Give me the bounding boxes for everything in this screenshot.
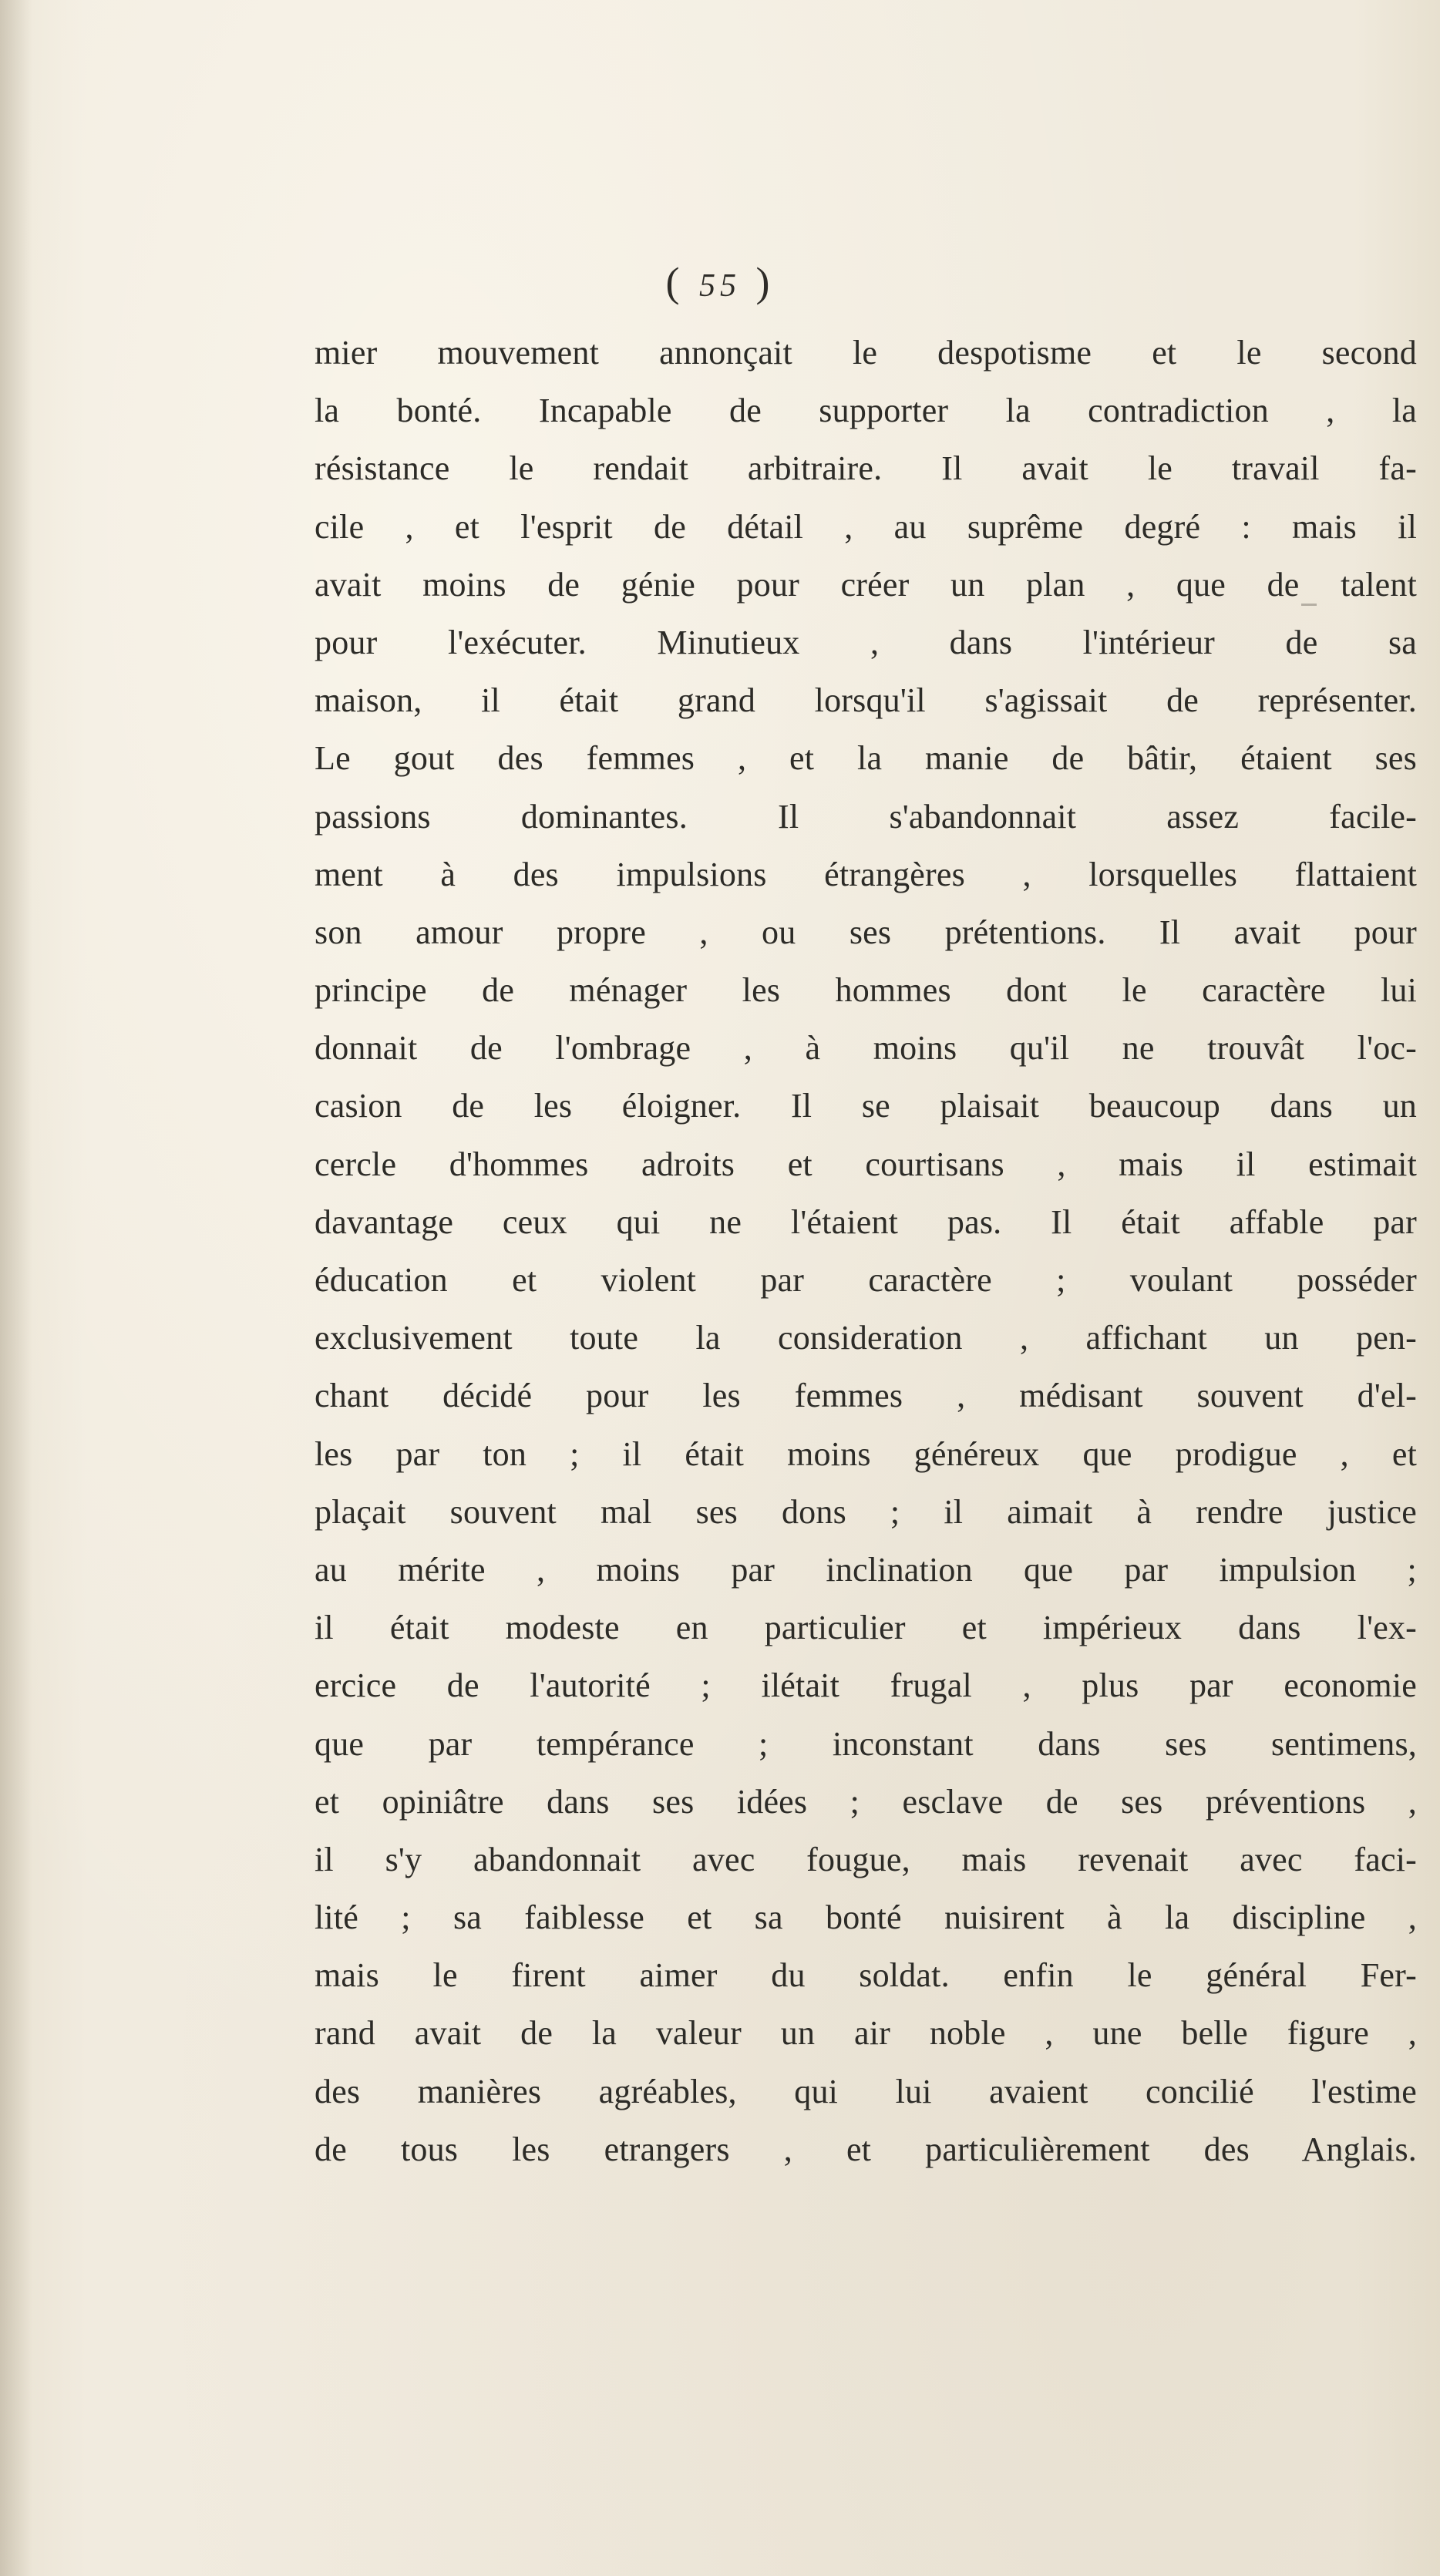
text-line: éducation et violent par caractère ; voulant posséder bbox=[315, 1261, 1417, 1299]
text-line: cercle d'hommes adroits et courtisans , mais il estimait bbox=[315, 1145, 1417, 1183]
text-line: résistance le rendait arbitraire. Il avait le travail fa- bbox=[315, 449, 1417, 488]
text-line: davantage ceux qui ne l'étaient pas. Il était affable par bbox=[315, 1202, 1417, 1241]
text-line: que par tempérance ; inconstant dans ses sentimens, bbox=[315, 1724, 1417, 1763]
text-line: Le gout des femmes , et la manie de bâtir, étaient ses bbox=[315, 739, 1417, 778]
text-line: ment à des impulsions étrangères , lorsquelles flattaient bbox=[315, 855, 1417, 893]
text-line: maison, il était grand lorsqu'il s'agissait de représenter. bbox=[315, 681, 1417, 720]
text-line: il était modeste en particulier et impérieux dans l'ex- bbox=[315, 1609, 1417, 1647]
body-text bbox=[315, 324, 1417, 2178]
text-line: au mérite , moins par inclination que par impulsion ; bbox=[315, 1550, 1417, 1589]
text-line: de tous les etrangers , et particulièrement des Anglais. bbox=[315, 2130, 1417, 2168]
text-line: rand avait de la valeur un air noble , une belle figure , bbox=[315, 2014, 1417, 2053]
text-line: et opiniâtre dans ses idées ; esclave de ses préventions , bbox=[315, 1782, 1417, 1821]
text-line: donnait de l'ombrage , à moins qu'il ne trouvât l'oc- bbox=[315, 1029, 1417, 1068]
text-line: principe de ménager les hommes dont le caractère lui bbox=[315, 971, 1417, 1010]
text-line: il s'y abandonnait avec fougue, mais revenait avec faci- bbox=[315, 1840, 1417, 1878]
text-line: des manières agréables, qui lui avaient concilié l'estime bbox=[315, 2072, 1417, 2110]
text-line: les par ton ; il était moins généreux que prodigue , et bbox=[315, 1434, 1417, 1473]
text-line: mier mouvement annonçait le despotisme et le second bbox=[315, 334, 1417, 372]
text-line: la bonté. Incapable de supporter la contradiction , la bbox=[315, 392, 1417, 430]
page-number-value: 55 bbox=[699, 268, 741, 304]
text-line: chant décidé pour les femmes , médisant souvent d'el- bbox=[315, 1377, 1417, 1415]
page-number-open-paren: ( bbox=[665, 259, 685, 305]
text-line: pour l'exécuter. Minutieux , dans l'intérieur de sa bbox=[315, 623, 1417, 661]
text-line: plaçait souvent mal ses dons ; il aimait à rendre justice bbox=[315, 1492, 1417, 1531]
text-line: casion de les éloigner. Il se plaisait beaucoup dans un bbox=[315, 1087, 1417, 1125]
text-line: lité ; sa faiblesse et sa bonté nuisirent à la discipline , bbox=[315, 1898, 1417, 1937]
text-line: passions dominantes. Il s'abandonnait assez facile- bbox=[315, 797, 1417, 836]
page-number-close-paren: ) bbox=[755, 259, 775, 305]
text-line: exclusivement toute la consideration , affichant un pen- bbox=[315, 1319, 1417, 1357]
text-line: son amour propre , ou ses prétentions. Il avait pour bbox=[315, 913, 1417, 951]
page-number bbox=[0, 258, 1440, 306]
text-line: cile , et l'esprit de détail , au suprême degré : mais il bbox=[315, 507, 1417, 546]
text-line: avait moins de génie pour créer un plan , que de talent bbox=[315, 565, 1417, 604]
text-line: ercice de l'autorité ; ilétait frugal , plus par economie bbox=[315, 1666, 1417, 1705]
text-line: mais le firent aimer du soldat. enfin le général Fer- bbox=[315, 1956, 1417, 1995]
binding-shadow bbox=[0, 0, 32, 2576]
